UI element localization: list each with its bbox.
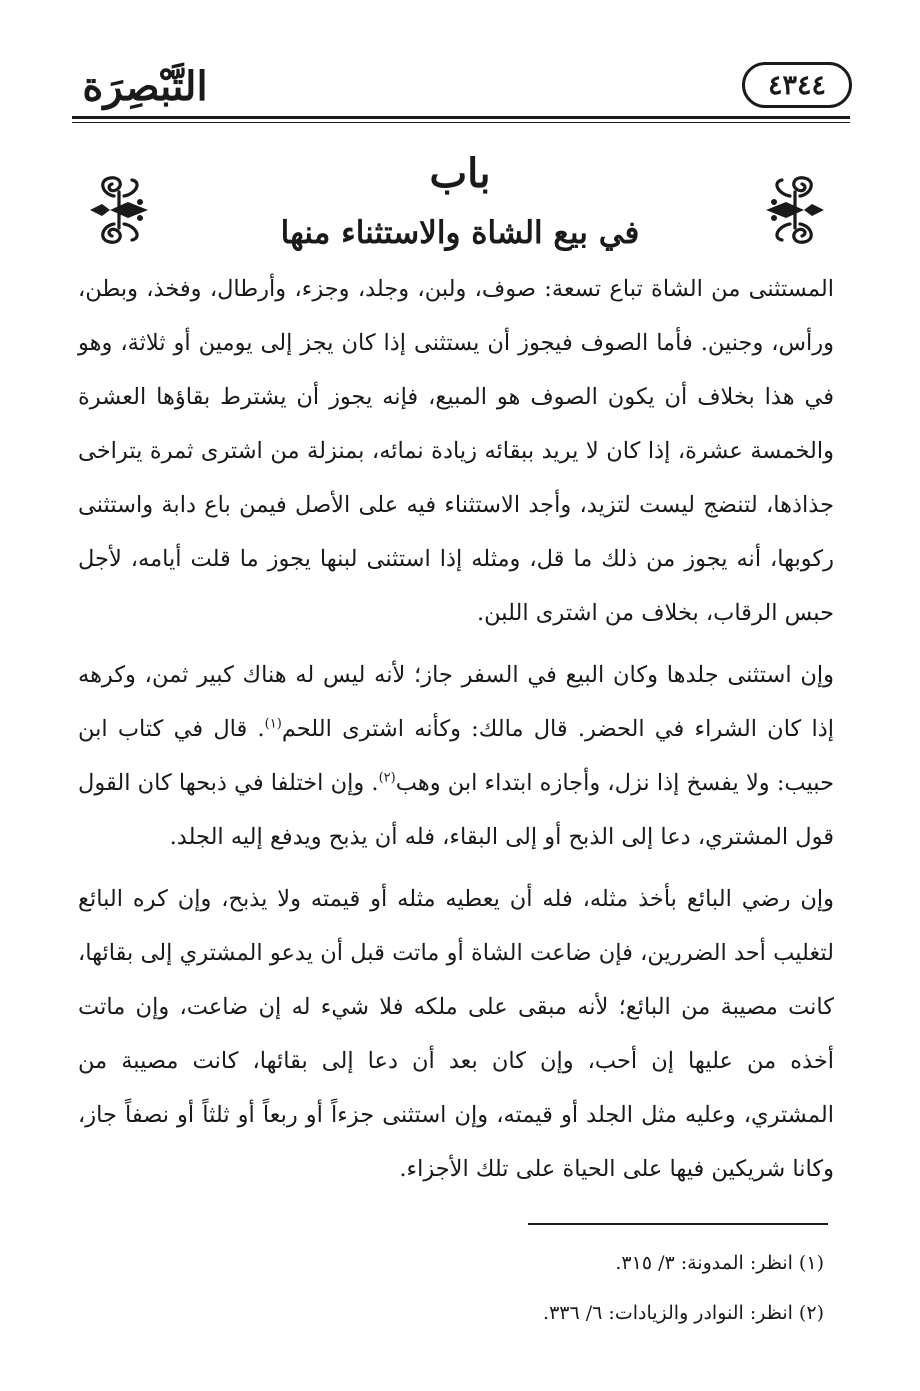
body-text (78, 262, 834, 1196)
paragraph (78, 872, 834, 1196)
paragraph-text: وإن استثنى جلدها وكان البيع في السفر جاز؛ لأنه ليس له هناك كبير ثمن، وكرهه إذا كان الشراء في الحضر. قال مالك: وكأنه اشترى اللحم (78, 662, 834, 742)
footnote: (٢) انظر: النوادر والزيادات: ٦/ ٣٣٦. (543, 1302, 824, 1324)
paragraph-text: المستثنى من الشاة تباع تسعة: صوف، ولبن، وجلد، وجزء، وأرطال، وفخذ، وبطن، ورأس، وجنين. فأما الصوف فيجوز أن يستثنى إذا كان يجز إلى يومين أو ثلاثة، وهو في هذا بخلاف أن يكون الصوف هو المبيع، فإنه يجوز أن يشترط بقاؤها العشرة والخمسة عشرة، إذا كان لا يريد ببقائه زيادة نمائه، بمنزلة من اشترى ثمرة يتراخى جذاذها، لتنضج ليست لتزيد، وأجد الاستثناء فيه على الأصل فيمن باع دابة واستثنى ركوبها، أنه يجوز من ذلك ما قل، ومثله إذا استثنى لبنها يجوز ما قلت أيامه، لأجل حبس الرقاب، بخلاف من اشترى اللبن. (78, 276, 834, 626)
header-rule (72, 116, 850, 119)
chapter-label: باب (429, 150, 491, 197)
paragraph (78, 648, 834, 864)
footnote-divider (528, 1223, 828, 1225)
footnote-reference[interactable]: (٢) (378, 770, 396, 786)
paragraph-text: وإن رضي البائع بأخذ مثله، فله أن يعطيه مثله أو قيمته ولا يذبح، وإن كره البائع لتغليب أحد الضررين، فإن ضاعت الشاة أو ماتت قبل أن يدعو المشتري إلى بقائها، كانت مصيبة من البائع؛ لأنه مبقى على ملكه فلا شيء له إن ضاعت، وإن ماتت أخذه من عليها إن أحب، وإن كان بعد أن دعا إلى بقائها، كانت مصيبة من المشتري، وعليه مثل الجلد أو قيمته، وإن استثنى جزءاً أو ربعاً أو ثلثاً أو نصفاً جاز، وكانا شريكين فيها على الحياة على تلك الأجزاء. (78, 886, 834, 1182)
page-number-frame (742, 62, 852, 108)
footnote-reference[interactable]: (١) (264, 716, 282, 732)
paragraph-text: . قال في كتاب ابن حبيب: ولا يفسخ إذا نزل، وأجازه ابتداء ابن وهب (78, 716, 834, 796)
running-book-title: التَّبْصِرَة (82, 63, 208, 110)
paragraph (78, 262, 834, 640)
chapter-title: في بيع الشاة والاستثناء منها (280, 215, 640, 251)
paragraph-text: . وإن اختلفا في ذبحها كان القول قول المشتري، دعا إلى الذبح أو إلى البقاء، فله أن يذبح ويدفع إليه الجلد. (78, 770, 834, 850)
footnotes (78, 1238, 824, 1338)
page-number: ٤٣٤٤ (767, 69, 826, 101)
footnote: (١) انظر: المدونة: ٣/ ٣١٥. (615, 1252, 824, 1274)
